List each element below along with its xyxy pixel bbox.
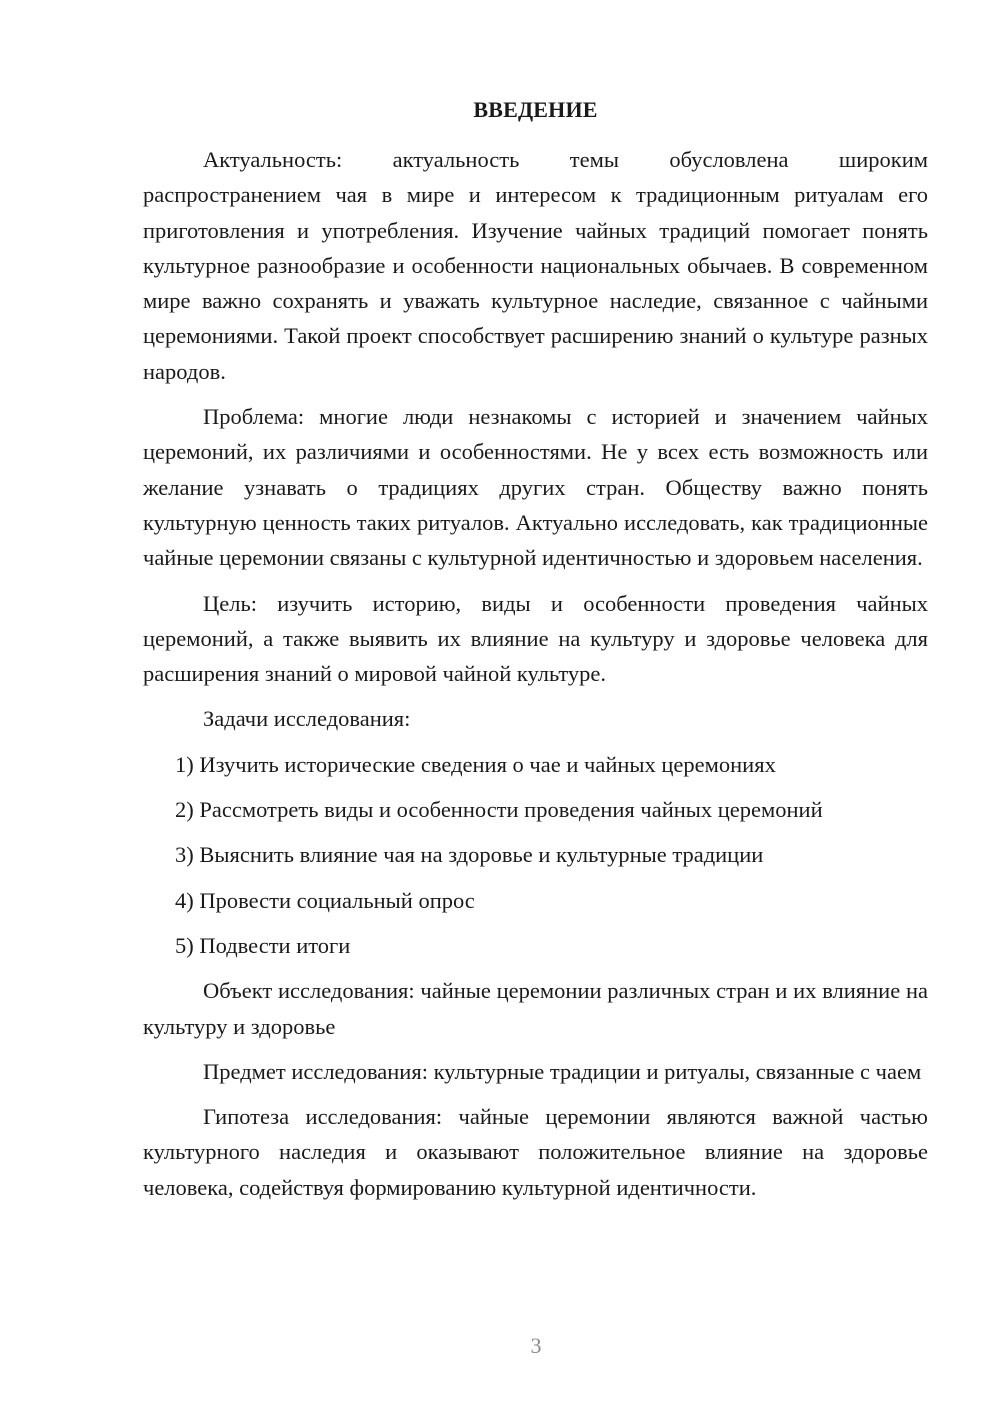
task-item: 2) Рассмотреть виды и особенности проведения чайных церемоний: [175, 797, 823, 823]
task-item: 4) Провести социальный опрос: [175, 887, 475, 913]
tasks-list: [143, 747, 928, 963]
subject-paragraph: Предмет исследования: культурные традиции и ритуалы, связанные с чаем: [203, 1058, 922, 1084]
page-title: ВВЕДЕНИЕ: [473, 97, 598, 122]
page-content: [143, 92, 928, 1215]
task-item: 3) Выяснить влияние чая на здоровье и культурные традиции: [175, 842, 764, 868]
goal-paragraph: Цель: изучить историю, виды и особенности проведения чайных церемоний, а также выявить их влияние на культуру и здоровье человека для расширения знаний о мировой чайной культуре.: [143, 590, 928, 687]
tasks-heading: Задачи исследования:: [203, 706, 411, 732]
task-item: 1) Изучить исторические сведения о чае и чайных церемониях: [175, 751, 776, 777]
problem-paragraph: Проблема: многие люди незнакомы с историей и значением чайных церемоний, их различиями и особенностями. Не у всех есть возможность или желание узнавать о традициях других стран. Обществу важно понять культурную ценность таких ритуалов. Актуально исследовать, как традиционные чайные церемонии связаны с культурной идентичностью и здоровьем населения.: [143, 404, 928, 571]
relevance-paragraph: Актуальность: актуальность темы обусловлена широким распространением чая в мире и интересом к традиционным ритуалам его приготовления и употребления. Изучение чайных традиций помогает понять культурное разнообразие и особенности национальных обычаев. В современном мире важно сохранять и уважать культурное наследие, связанное с чайными церемониями. Такой проект способствует расширению знаний о культуре разных народов.: [143, 147, 928, 384]
task-item: 5) Подвести итоги: [175, 932, 351, 958]
hypothesis-paragraph: Гипотеза исследования: чайные церемонии являются важной частью культурного наследия и оказывают положительное влияние на здоровье человека, содействуя формированию культурной идентичности.: [143, 1104, 928, 1200]
object-paragraph: Объект исследования: чайные церемонии различных стран и их влияние на культуру и здоровье: [143, 978, 928, 1039]
page-number: 3: [530, 1333, 542, 1358]
